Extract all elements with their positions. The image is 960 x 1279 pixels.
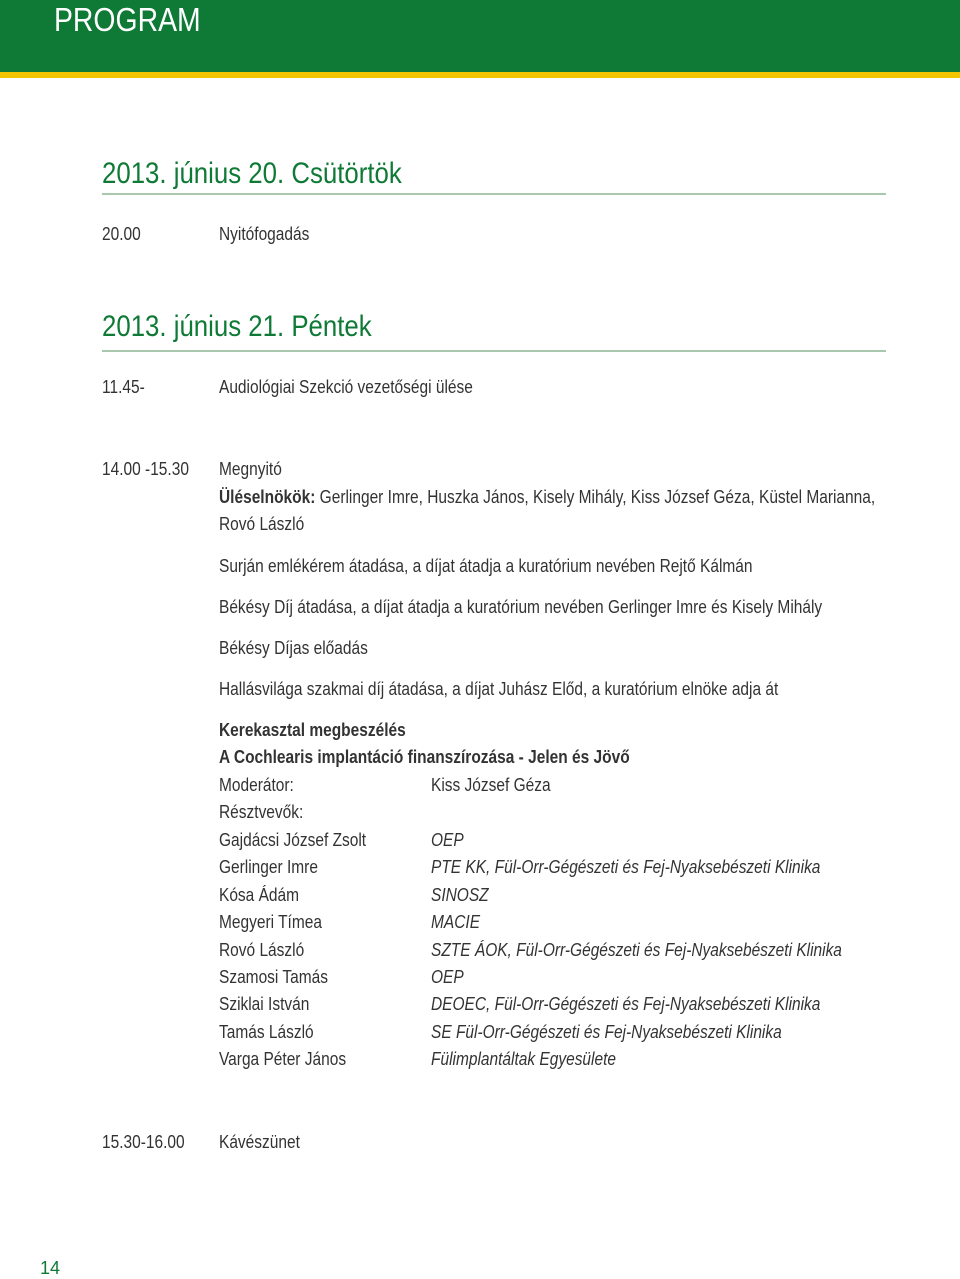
participant-name: Kósa Ádám — [219, 885, 300, 905]
participant-org: OEP — [431, 830, 464, 850]
participant-org: DEOEC, Fül-Orr-Gégészeti és Fej-Nyaksebészeti Klinika — [431, 994, 821, 1014]
participant-org: SZTE ÁOK, Fül-Orr-Gégészeti és Fej-Nyaksebészeti Klinika — [431, 940, 842, 960]
moderator-name: Kiss József Géza — [431, 775, 551, 795]
session-chairs — [219, 486, 875, 508]
entry-time: 11.45- — [102, 377, 145, 397]
participant-name: Rovó László — [219, 940, 305, 960]
page-number: 14 — [40, 1258, 61, 1278]
participant-name: Gerlinger Imre — [219, 857, 318, 877]
day-heading-1: 2013. június 20. Csütörtök — [102, 157, 402, 190]
chairs-label: Üléselnökök: — [219, 487, 316, 507]
participants-label: Résztvevők: — [219, 802, 304, 822]
participant-org: MACIE — [431, 912, 481, 932]
moderator-label: Moderátor: — [219, 775, 294, 795]
entry-text: Audiológiai Szekció vezetőségi ülése — [219, 377, 473, 397]
participant-org: SINOSZ — [431, 885, 489, 905]
session-item: Békésy Díjas előadás — [219, 638, 368, 658]
roundtable-title: Kerekasztal megbeszélés — [219, 720, 406, 740]
break-time: 15.30-16.00 — [102, 1132, 185, 1152]
day-divider-2 — [102, 350, 886, 352]
participant-name: Megyeri Tímea — [219, 912, 322, 932]
session-opening: Megnyitó — [219, 459, 282, 479]
participant-name: Varga Péter János — [219, 1049, 347, 1069]
day-heading-2: 2013. június 21. Péntek — [102, 310, 372, 343]
participant-org: PTE KK, Fül-Orr-Gégészeti és Fej-Nyaksebészeti Klinika — [431, 857, 821, 877]
roundtable-subtitle: A Cochlearis implantáció finanszírozása - Jelen és Jövő — [219, 747, 630, 767]
participant-name: Gajdácsi József Zsolt — [219, 830, 367, 850]
participant-org: Fülimplantáltak Egyesülete — [431, 1049, 617, 1069]
entry-text: Nyitófogadás — [219, 224, 310, 244]
session-item: Surján emlékérem átadása, a díjat átadja a kuratórium nevében Rejtő Kálmán — [219, 556, 753, 576]
break-text: Kávészünet — [219, 1132, 300, 1152]
entry-time: 20.00 — [102, 224, 141, 244]
session-item: Békésy Díj átadása, a díjat átadja a kuratórium nevében Gerlinger Imre és Kisely Mihály — [219, 597, 823, 617]
participant-org: OEP — [431, 967, 464, 987]
participant-name: Szamosi Tamás — [219, 967, 328, 987]
participant-name: Tamás László — [219, 1022, 314, 1042]
page-title: PROGRAM — [54, 1, 201, 38]
session-chairs-cont: Rovó László — [219, 514, 305, 534]
day-divider-1 — [102, 193, 886, 195]
header-stripe — [0, 72, 960, 78]
participant-org: SE Fül-Orr-Gégészeti és Fej-Nyaksebészeti Klinika — [431, 1022, 782, 1042]
session-item: Hallásvilága szakmai díj átadása, a díjat Juhász Előd, a kuratórium elnöke adja át — [219, 679, 779, 699]
participant-name: Sziklai István — [219, 994, 310, 1014]
chairs-names: Gerlinger Imre, Huszka János, Kisely Mihály, Kiss József Géza, Küstel Marianna, — [319, 487, 876, 507]
session-time: 14.00 -15.30 — [102, 459, 189, 479]
